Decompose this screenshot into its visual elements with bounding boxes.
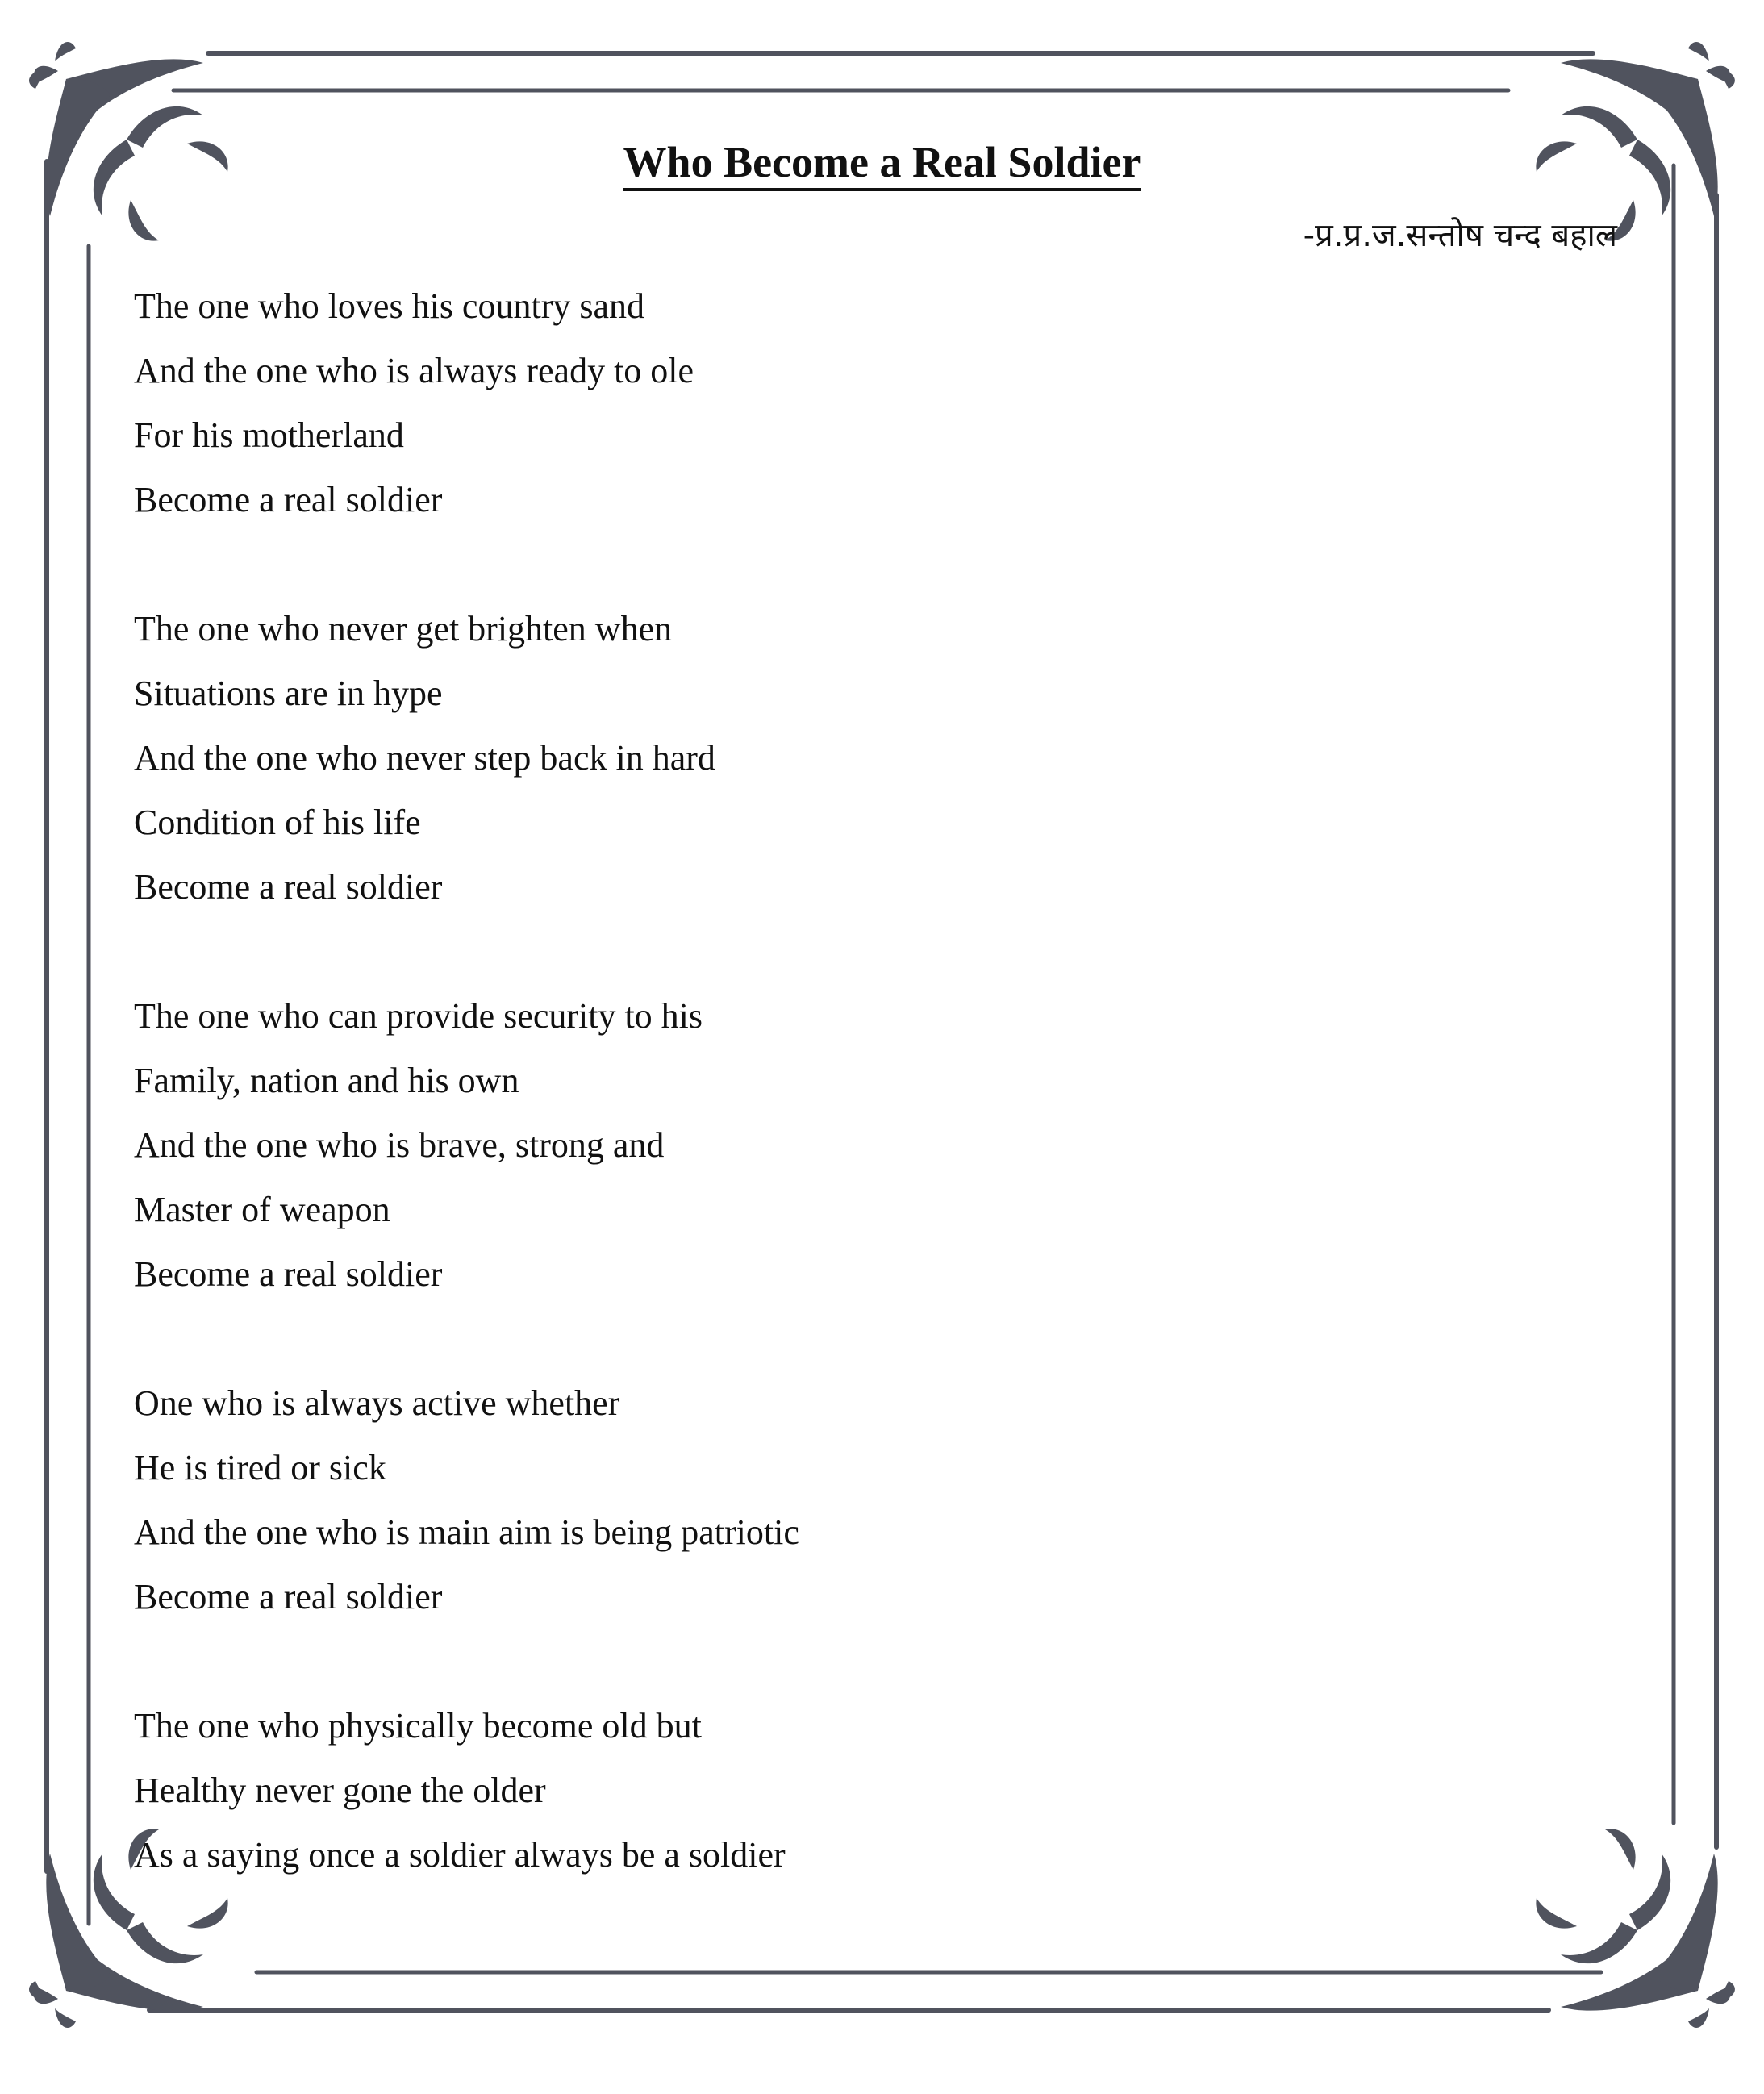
poem-line: Master of weapon [134, 1190, 390, 1229]
poem-line: The one who loves his country sand [134, 286, 644, 326]
stanza-2 [134, 597, 1586, 920]
poem-line: As a saying once a soldier always be a soldier [134, 1835, 786, 1875]
stanza-1 [134, 274, 1586, 532]
poem-line: And the one who is always ready to ole [134, 351, 694, 390]
poem-title-text: Who Become a Real Soldier [623, 138, 1141, 191]
stanza-5 [134, 1694, 1586, 1888]
poem-line: Healthy never gone the older [134, 1771, 546, 1810]
poem-line: And the one who never step back in hard [134, 738, 715, 778]
stanza-4 [134, 1371, 1586, 1629]
poem-line: The one who can provide security to his [134, 996, 703, 1036]
stanza-3 [134, 984, 1586, 1307]
poem-line: Family, nation and his own [134, 1061, 519, 1100]
poem-line: And the one who is main aim is being patriotic [134, 1512, 799, 1552]
poem-line: Become a real soldier [134, 867, 443, 907]
poem-line: For his motherland [134, 415, 404, 455]
poem-line: The one who physically become old but [134, 1706, 702, 1746]
poem-body [134, 274, 1586, 1952]
poem-title [0, 133, 1764, 191]
poem-line: Condition of his life [134, 803, 421, 842]
poem-line: Become a real soldier [134, 1577, 443, 1616]
poem-line: Become a real soldier [134, 1254, 443, 1294]
poem-line: Situations are in hype [134, 674, 443, 713]
poem-author: -प्र.प्र.ज.सन्तोष चन्द बहाल [1303, 217, 1617, 254]
poem-line: Become a real soldier [134, 480, 443, 519]
poem-line: One who is always active whether [134, 1383, 620, 1423]
poem-line: The one who never get brighten when [134, 609, 673, 649]
poem-line: And the one who is brave, strong and [134, 1125, 665, 1165]
poem-line: He is tired or sick [134, 1448, 386, 1487]
